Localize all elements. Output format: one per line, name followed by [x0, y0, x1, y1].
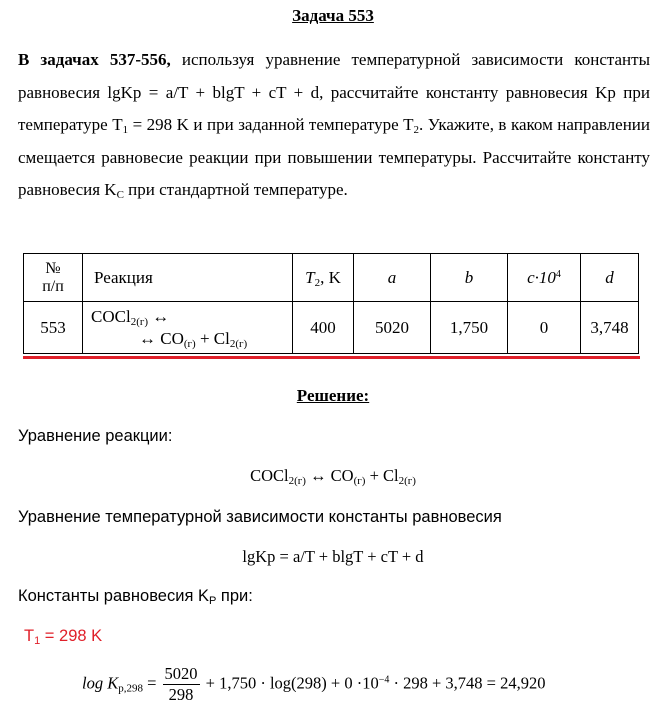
table-header-row [24, 254, 639, 302]
temp-dependence-label: Уравнение температурной зависимости константы равновесия [18, 508, 502, 526]
header-a: a [354, 254, 431, 302]
header-t2: $T_2$, K [293, 254, 354, 302]
problem-text-4: при стандартной температуре. [123, 180, 348, 199]
cell-d: 3,748 [581, 302, 639, 354]
problem-text-3: . Укажите, в каком направлении смещается равновесие реакции при повышении температуры. Рассчитайте константу равновесия K [18, 115, 650, 199]
header-c: $c\cdot 10^4$ [508, 254, 581, 302]
cell-c: 0 [508, 302, 581, 354]
task-title: Задача 553 [292, 6, 374, 25]
reaction-line-1: COCl$_{2(г)}$ ↔ [91, 306, 170, 328]
t2-subscript: 2 [413, 124, 420, 136]
reaction-equation: COCl$_{2(г)}$ ↔ $CO_{(г)} + Cl_{2(г)}$ [250, 466, 416, 487]
t1-subscript: 1 [122, 124, 129, 136]
equilibrium-constant-label: Константы равновесия $K_P$ при: [18, 587, 253, 607]
header-b: b [431, 254, 508, 302]
reaction-line-2: ↔ $CO_{(г)} + Cl_{2(г)}$ [139, 328, 248, 350]
kc-subscript: C [116, 189, 124, 201]
cell-t2: 400 [293, 302, 354, 354]
equilibrium-formula: lgKp = a/T + blgT + cT + d [242, 547, 424, 566]
header-d: d [581, 254, 639, 302]
header-reaction: Реакция [83, 254, 293, 302]
task-table [23, 253, 639, 354]
problem-text-2: = 298 K и при заданной температуре T [128, 115, 414, 134]
red-divider [23, 356, 640, 359]
cell-reaction [83, 302, 293, 354]
solution-heading: Решение: [296, 386, 370, 405]
table-row [24, 302, 639, 354]
fraction: $\frac{5020}{298}$ [164, 664, 198, 704]
t1-value: $T_1 = 298$ K [24, 627, 103, 647]
cell-b: 1,750 [431, 302, 508, 354]
problem-statement [18, 44, 650, 207]
problem-lead: В задачах 537-556, [18, 50, 171, 69]
reaction-equation-label: Уравнение реакции: [18, 427, 173, 445]
problem-text-1: используя уравнение температурной зависимости константы равновесия lgKp = a/T + blgT + cT + d, рассчитайте константу равновесия Kp при температуре T [18, 50, 650, 134]
cell-a: 5020 [354, 302, 431, 354]
calculation-line: $\log K_{p,298}$ = $\frac{5020}{298}$ + $1,750 \cdot \log(298) + 0 \cdot 10^{-4} \cdot 298 + 3,748 = 24,920$ [82, 664, 546, 704]
cell-number: 553 [24, 302, 83, 354]
header-number: № п/п [24, 254, 83, 302]
